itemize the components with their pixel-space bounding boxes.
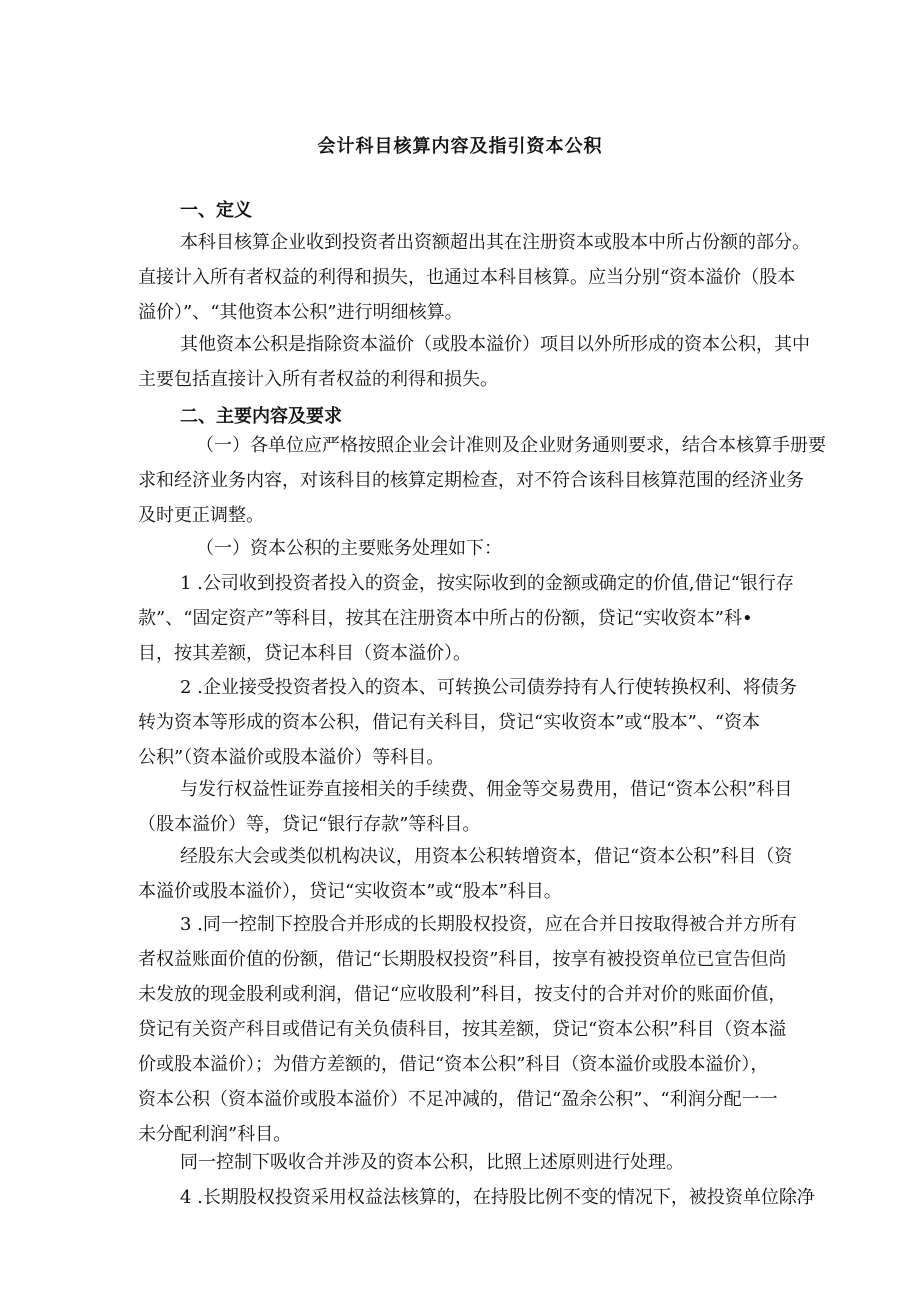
paragraph-definition-2: [138, 327, 886, 397]
paragraph-line: 同一控制下吸收合并涉及的资本公积，比照上述原则进行处理。: [180, 1152, 684, 1173]
paragraph-line: 公积”（资本溢价或股本溢价）等科目。: [138, 747, 445, 768]
paragraph-line: 经股东大会或类似机构决议，用资本公积转增资本，借记“资本公积”科目（资: [180, 846, 793, 867]
paragraph-line: 1 .公司收到投资者投入的资金，按实际收到的金额或确定的价值,借记“银行存: [180, 573, 794, 594]
document-title: 会计科目核算内容及指引资本公积: [317, 136, 603, 157]
paragraph-line: 2 .企业接受投资者投入的资本、可转换公司债券持有人行使转换权利、将债务: [180, 677, 797, 698]
paragraph-item-1: [138, 566, 886, 671]
paragraph-accounting-intro: [138, 531, 886, 566]
paragraph-line: （一）资本公积的主要账务处理如下：: [196, 538, 502, 559]
paragraph-line: 及时更正调整。: [138, 505, 264, 526]
paragraph-line: 求和经济业务内容，对该科目的核算定期检查，对不符合该科目核算范围的经济业务: [138, 470, 804, 491]
paragraph-line: 其他资本公积是指除资本溢价（或股本溢价）项目以外所形成的资本公积，其中: [180, 334, 810, 355]
paragraph-line: 4 .长期股权投资采用权益法核算的，在持股比例不变的情况下，被投资单位除净: [180, 1187, 815, 1208]
paragraph-line: 3 .同一控制下控股合并形成的长期股权投资，应在合并日按取得被合并方所有: [180, 914, 797, 935]
paragraph-line: 本溢价或股本溢价），贷记“实收资本”或“股本”科目。: [138, 881, 562, 902]
paragraph-issuance-fees: [138, 772, 886, 842]
paragraph-line: （股本溢价）等，贷记“银行存款”等科目。: [138, 814, 481, 835]
paragraph-line: 价或股本溢价）；为借方差额的，借记“资本公积”科目（资本溢价或股本溢价），: [138, 1054, 769, 1075]
section-heading-definition: 一、定义: [180, 200, 252, 221]
paragraph-line: 与发行权益性证券直接相关的手续费、佣金等交易费用，借记“资本公积”科目: [180, 779, 793, 800]
paragraph-item-3: [138, 907, 886, 1152]
paragraph-capital-conversion: [138, 839, 886, 909]
paragraph-line: 者权益账面价值的份额，借记“长期股权投资”科目，按享有被投资单位已宣告但尚: [138, 949, 787, 970]
paragraph-line: 转为资本等形成的资本公积，借记有关科目，贷记“实收资本”或“股本”、“资本: [138, 712, 761, 733]
paragraph-line: 溢价）”、“其他资本公积”进行明细核算。: [138, 302, 463, 323]
paragraph-line: 目，按其差额，贷记本科目（资本溢价）。: [138, 643, 471, 664]
paragraph-line: 未分配利润”科目。: [138, 1124, 292, 1145]
paragraph-line: 主要包括直接计入所有者权益的利得和损失。: [138, 369, 498, 390]
paragraph-absorption-merger: [138, 1145, 886, 1180]
paragraph-line: 贷记有关资产科目或借记有关负债科目，按其差额，贷记“资本公积”科目（资本溢: [138, 1019, 787, 1040]
paragraph-definition-1: [138, 225, 886, 330]
paragraph-line: （一）各单位应严格按照企业会计准则及企业财务通则要求，结合本核算手册要: [196, 435, 826, 456]
paragraph-line: 资本公积（资本溢价或股本溢价）不足冲减的，借记“盈余公积”、“利润分配一一: [138, 1089, 778, 1110]
paragraph-line: 款”、“固定资产”等科目，按其在注册资本中所占的份额，贷记“实收资本”科•: [138, 608, 753, 629]
section-heading-main-content: 二、主要内容及要求: [180, 406, 342, 427]
paragraph-line: 未发放的现金股利或利润，借记“应收股利”科目，按支付的合并对价的账面价值，: [138, 984, 787, 1005]
paragraph-line: 本科目核算企业收到投资者出资额超出其在注册资本或股本中所占份额的部分。: [180, 232, 810, 253]
paragraph-item-4: [138, 1180, 886, 1215]
paragraph-line: 直接计入所有者权益的利得和损失，也通过本科目核算。应当分别“资本溢价（股本: [138, 267, 796, 288]
paragraph-requirements: [138, 428, 886, 533]
paragraph-item-2: [138, 670, 886, 775]
